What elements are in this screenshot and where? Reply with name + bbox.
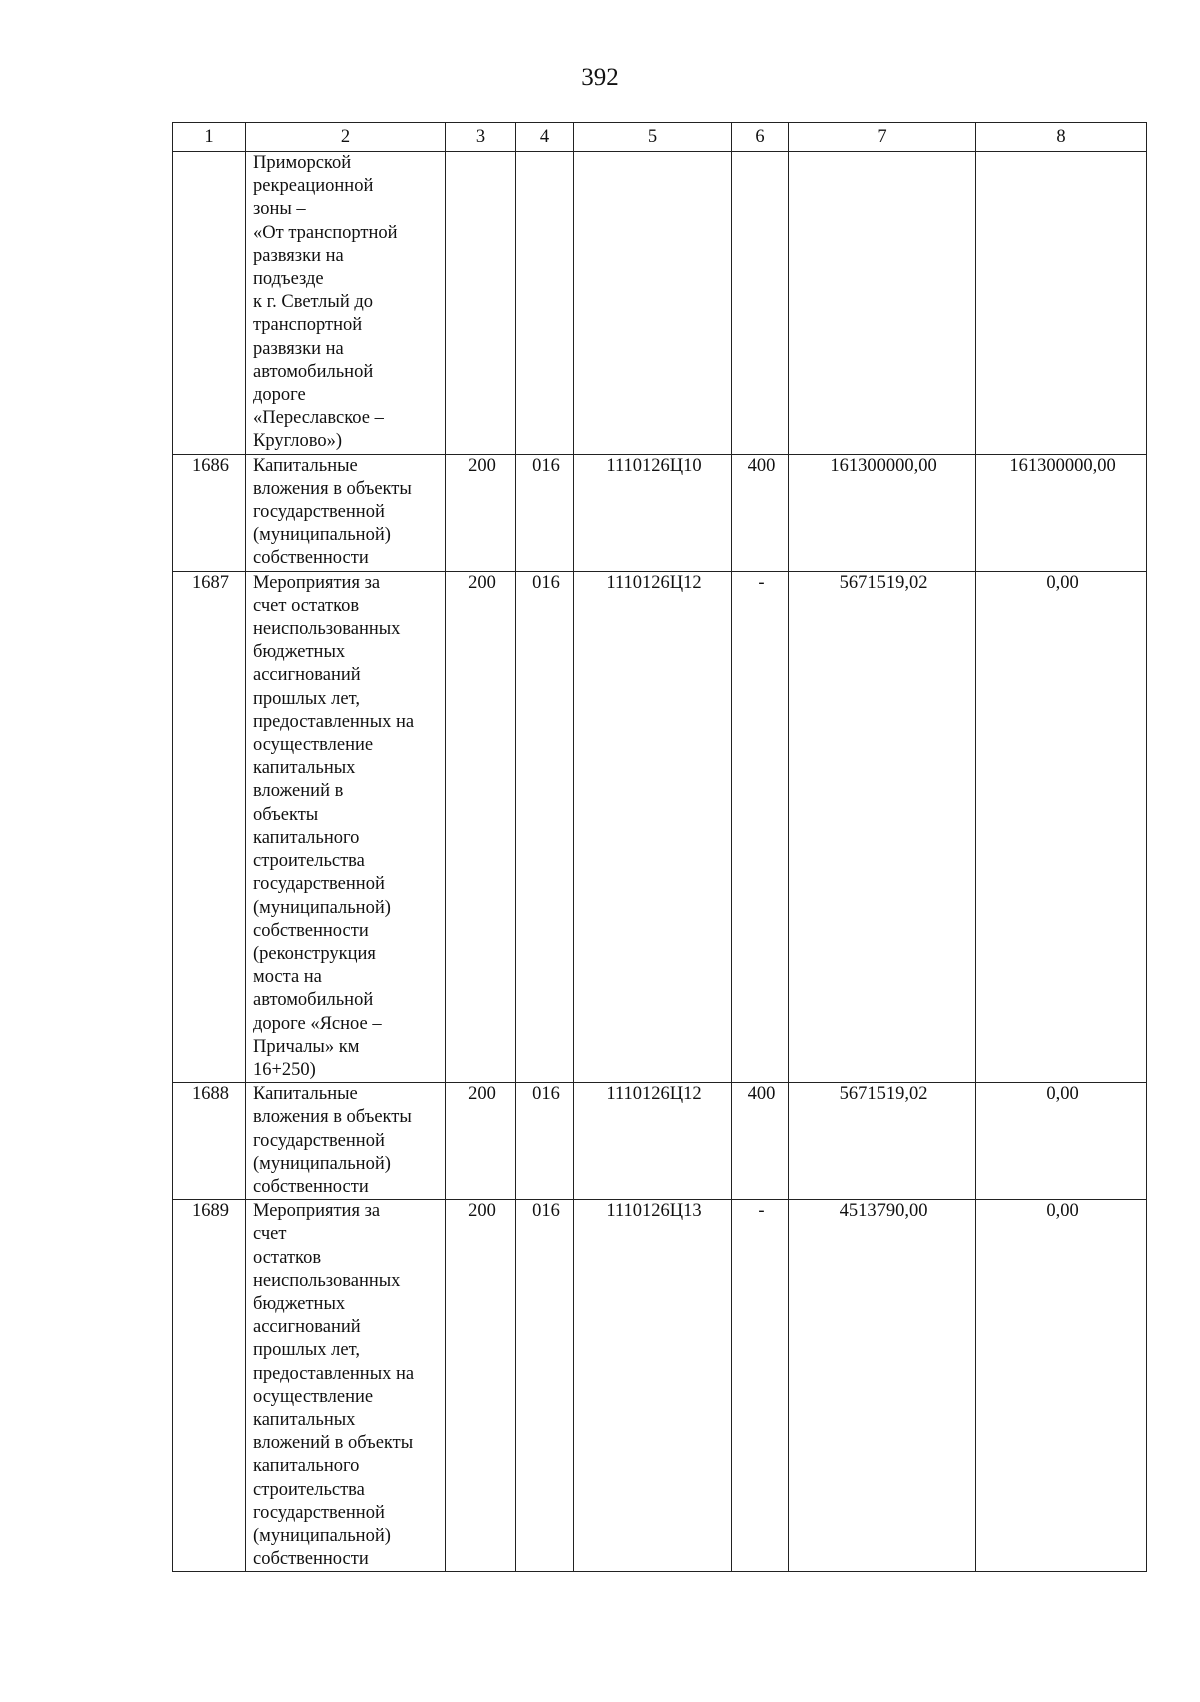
description-line: ассигнований	[253, 665, 361, 686]
cell-amount-col-7: 4513790,00	[789, 1200, 976, 1572]
header-cell: 6	[732, 123, 789, 152]
description-line: рекреационной	[253, 176, 374, 197]
row-description	[246, 152, 446, 455]
row-description	[246, 454, 446, 571]
row-number: 1687	[173, 571, 246, 1082]
description-line: 16+250)	[253, 1059, 316, 1080]
header-cell: 2	[246, 123, 446, 152]
cell-col-3: 200	[446, 454, 516, 571]
row-number	[173, 152, 246, 455]
description-line: счет остатков	[253, 595, 360, 616]
cell-amount-col-8: 0,00	[976, 1200, 1147, 1572]
description-line: предоставленных на	[253, 1363, 415, 1384]
description-line: Круглово»)	[253, 431, 342, 452]
description-line: государственной	[253, 1130, 385, 1151]
header-row	[173, 123, 1147, 152]
cell-target-code	[574, 152, 732, 455]
cell-amount-col-8: 161300000,00	[976, 454, 1147, 571]
cell-col-3: 200	[446, 1083, 516, 1200]
row-number: 1686	[173, 454, 246, 571]
header-cell: 7	[789, 123, 976, 152]
description-line: (муниципальной)	[253, 1153, 391, 1174]
description-line: прошлых лет,	[253, 688, 360, 709]
description-line: развязки на	[253, 338, 344, 359]
cell-target-code: 1110126Ц10	[574, 454, 732, 571]
description-line: Мероприятия за	[253, 572, 381, 593]
description-line: объекты	[253, 804, 319, 825]
table-row	[173, 571, 1147, 1082]
description-line: капитальных	[253, 758, 356, 779]
cell-col-4: 016	[516, 571, 574, 1082]
cell-amount-col-8: 0,00	[976, 571, 1147, 1082]
description-line: бюджетных	[253, 1293, 346, 1314]
cell-col-4: 016	[516, 1200, 574, 1572]
description-line: Капитальные	[253, 1084, 358, 1105]
description-line: государственной	[253, 502, 385, 523]
description-line: собственности	[253, 1176, 369, 1197]
description-line: вложения в объекты	[253, 1107, 412, 1128]
description-line: к г. Светлый до	[253, 292, 374, 313]
description-line: неиспользованных	[253, 619, 401, 640]
description-line: автомобильной	[253, 990, 374, 1011]
description-line: (реконструкция	[253, 943, 376, 964]
description-line: собственности	[253, 548, 369, 569]
description-line: собственности	[253, 1549, 369, 1570]
cell-col-3	[446, 152, 516, 455]
cell-col-4: 016	[516, 1083, 574, 1200]
description-line: дороге «Ясное –	[253, 1013, 382, 1034]
description-line: осуществление	[253, 1386, 374, 1407]
table-row	[173, 152, 1147, 455]
row-description	[246, 1083, 446, 1200]
description-line: ассигнований	[253, 1317, 361, 1338]
cell-expense-type: 400	[732, 1083, 789, 1200]
header-cell: 4	[516, 123, 574, 152]
budget-table	[172, 122, 1147, 1572]
description-line: транспортной	[253, 315, 363, 336]
description-line: (муниципальной)	[253, 525, 391, 546]
cell-amount-col-7	[789, 152, 976, 455]
description-line: подъезде	[253, 269, 324, 290]
description-line: Мероприятия за	[253, 1201, 381, 1222]
description-line: капитального	[253, 827, 360, 848]
description-line: государственной	[253, 874, 385, 895]
cell-amount-col-7: 161300000,00	[789, 454, 976, 571]
description-line: бюджетных	[253, 642, 346, 663]
description-line: «Переславское –	[253, 408, 384, 429]
description-line: счет	[253, 1224, 287, 1245]
description-line: вложений в	[253, 781, 344, 802]
cell-expense-type: -	[732, 1200, 789, 1572]
cell-target-code: 1110126Ц13	[574, 1200, 732, 1572]
description-line: государственной	[253, 1502, 385, 1523]
cell-col-4: 016	[516, 454, 574, 571]
cell-col-3: 200	[446, 1200, 516, 1572]
table-row	[173, 1200, 1147, 1572]
description-line: Причалы» км	[253, 1036, 360, 1057]
description-line: (муниципальной)	[253, 1525, 391, 1546]
header-cell: 5	[574, 123, 732, 152]
description-line: строительства	[253, 1479, 365, 1500]
cell-expense-type: 400	[732, 454, 789, 571]
cell-col-4	[516, 152, 574, 455]
description-line: «От транспортной	[253, 222, 398, 243]
description-line: предоставленных на	[253, 711, 415, 732]
description-line: осуществление	[253, 735, 374, 756]
description-line: прошлых лет,	[253, 1340, 360, 1361]
header-cell: 3	[446, 123, 516, 152]
description-line: вложений в объекты	[253, 1433, 414, 1454]
row-number: 1689	[173, 1200, 246, 1572]
cell-target-code: 1110126Ц12	[574, 1083, 732, 1200]
description-line: развязки на	[253, 245, 344, 266]
description-line: вложения в объекты	[253, 478, 412, 499]
row-description	[246, 1200, 446, 1572]
description-line: дороге	[253, 385, 306, 406]
description-line: капитального	[253, 1456, 360, 1477]
description-line: зоны –	[253, 199, 306, 220]
row-number: 1688	[173, 1083, 246, 1200]
description-line: автомобильной	[253, 361, 374, 382]
description-line: неиспользованных	[253, 1270, 401, 1291]
cell-expense-type: -	[732, 571, 789, 1082]
header-cell: 8	[976, 123, 1147, 152]
cell-amount-col-7: 5671519,02	[789, 1083, 976, 1200]
description-line: (муниципальной)	[253, 897, 391, 918]
description-line: строительства	[253, 851, 365, 872]
table-row	[173, 1083, 1147, 1200]
cell-target-code: 1110126Ц12	[574, 571, 732, 1082]
cell-expense-type	[732, 152, 789, 455]
description-line: Приморской	[253, 153, 352, 173]
table-row	[173, 454, 1147, 571]
description-line: остатков	[253, 1247, 322, 1268]
page-number: 392	[581, 64, 619, 91]
cell-amount-col-8	[976, 152, 1147, 455]
description-line: капитальных	[253, 1409, 356, 1430]
cell-amount-col-8: 0,00	[976, 1083, 1147, 1200]
header-cell: 1	[173, 123, 246, 152]
description-line: собственности	[253, 920, 369, 941]
row-description	[246, 571, 446, 1082]
description-line: Капитальные	[253, 455, 358, 476]
cell-amount-col-7: 5671519,02	[789, 571, 976, 1082]
cell-col-3: 200	[446, 571, 516, 1082]
description-line: моста на	[253, 967, 322, 988]
